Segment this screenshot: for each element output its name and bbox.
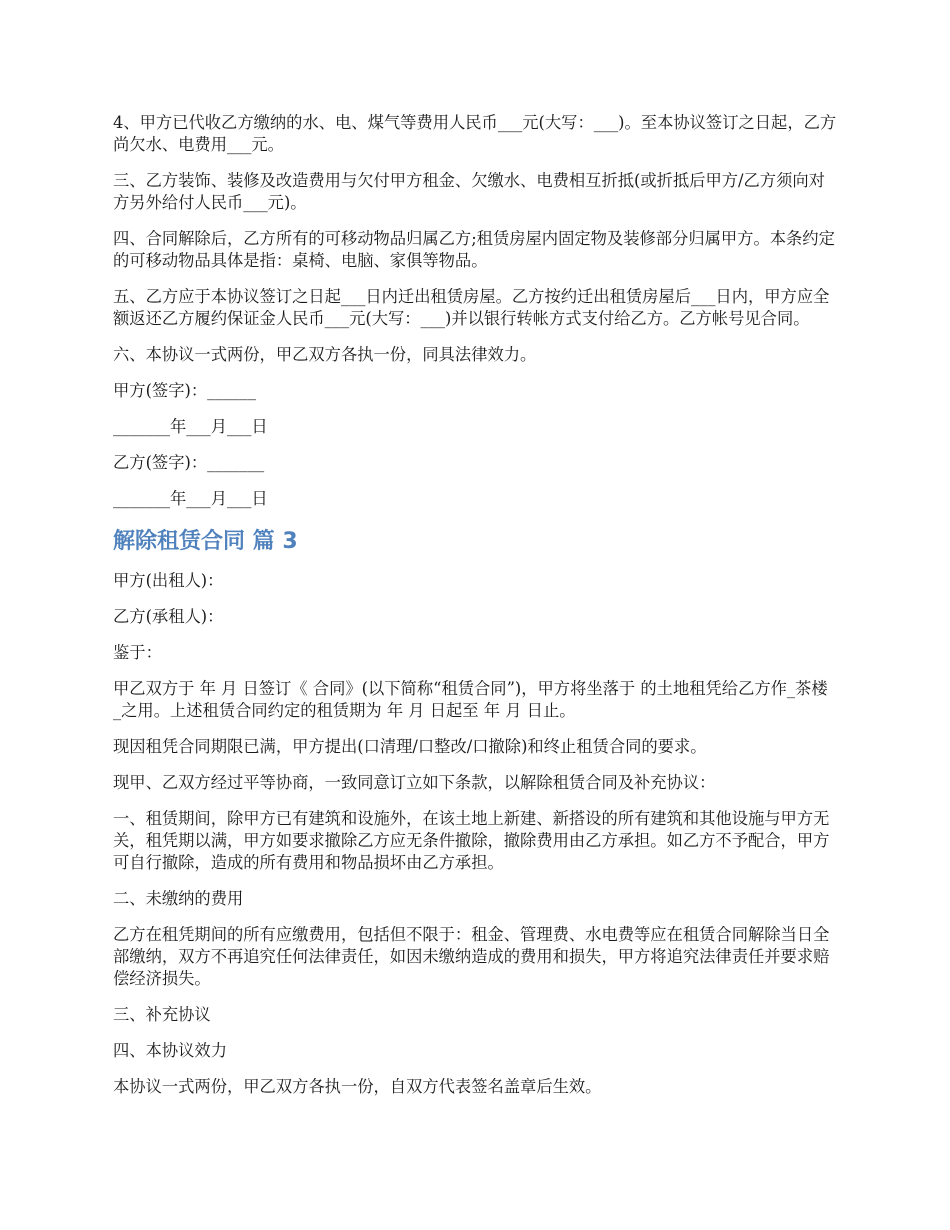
clause-move-out-deposit: 五、乙方应于本协议签订之日起___日内迁出租赁房屋。乙方按约迁出租赁房屋后___日内，甲方应全额返还乙方履约保证金人民币___元(大写：___)并以银行转帐方式支付给乙方。乙方帐号见合同。 xyxy=(113,287,830,328)
termination-reason: 现因租凭合同期限已满，甲方提出(口清理/口整改/口撤除)和终止租赁合同的要求。 xyxy=(113,737,707,756)
clause-two-body: 乙方在租凭期间的所有应缴费用，包括但不限于：租金、管理费、水电费等应在租赁合同解除当日全部缴纳，双方不再追究任何法律责任，如因未缴纳造成的费用和损失，甲方将追究法律责任并要求赔偿经济损失。 xyxy=(113,925,830,988)
clause-copies: 六、本协议一式两份，甲乙双方各执一份，同具法律效力。 xyxy=(113,345,537,364)
lessor-line: 甲方(出租人)： xyxy=(113,571,224,590)
party-a-date: _______年___月___日 xyxy=(113,417,268,436)
party-a-signature: 甲方(签字)：______ xyxy=(113,381,256,400)
clause-three-heading: 三、补充协议 xyxy=(113,1005,211,1024)
clause-four-body: 本协议一式两份，甲乙双方各执一份，自双方代表签名盖章后生效。 xyxy=(113,1077,602,1096)
clause-two-heading: 二、未缴纳的费用 xyxy=(113,889,244,908)
whereas-line: 鉴于： xyxy=(113,643,162,662)
clause-four-heading: 四、本协议效力 xyxy=(113,1041,227,1060)
background-paragraph: 甲乙双方于 年 月 日签订《 合同》(以下简称“租赁合同”)，甲方将坐落于 的土地租凭给乙方作_茶楼 _之用。上述租赁合同约定的租赁期为 年 月 日起至 年 月 日止。 xyxy=(113,679,833,720)
clause-movable-property: 四、合同解除后，乙方所有的可移动物品归属乙方;租赁房屋内固定物及装修部分归属甲方。本条约定的可移动物品具体是指：桌椅、电脑、家俱等物品。 xyxy=(113,229,835,270)
agreement-intro: 现甲、乙双方经过平等协商，一致同意订立如下条款，以解除租赁合同及补充协议： xyxy=(113,773,716,792)
clause-utility-fees: 4、甲方已代收乙方缴纳的水、电、煤气等费用人民币___元(大写：___)。至本协议签订之日起，乙方尚欠水、电费用___元。 xyxy=(113,113,837,154)
party-b-date: _______年___月___日 xyxy=(113,489,268,508)
clause-one-buildings: 一、租赁期间，除甲方已有建筑和设施外，在该土地上新建、新搭设的所有建筑和其他设施与甲方无关，租凭期以满，甲方如要求撤除乙方应无条件撤除，撤除费用由乙方承担。如乙方不予配合，甲方可自行撤除，造成的所有费用和物品损坏由乙方承担。 xyxy=(113,809,830,872)
lessee-line: 乙方(承租人)： xyxy=(113,607,224,626)
party-b-signature: 乙方(签字)：_______ xyxy=(113,453,265,472)
clause-decoration-offset: 三、乙方装饰、装修及改造费用与欠付甲方租金、欠缴水、电费相互折抵(或折抵后甲方/乙方须向对方另外给付人民币___元)。 xyxy=(113,171,825,212)
section-heading: 解除租赁合同 篇 3 xyxy=(113,529,298,554)
